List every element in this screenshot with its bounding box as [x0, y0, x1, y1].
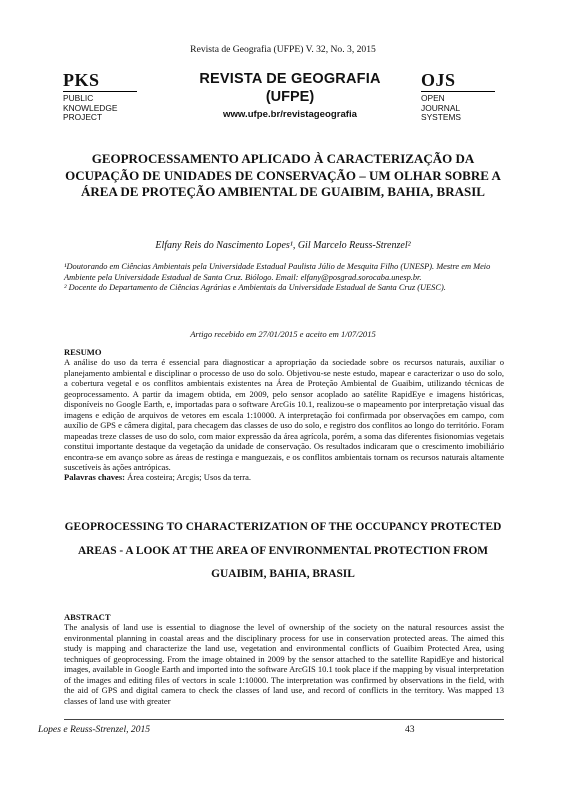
- pks-line-3: PROJECT: [63, 112, 103, 123]
- journal-title-line-1: REVISTA DE GEOGRAFIA: [199, 71, 381, 87]
- resumo-section: [64, 347, 504, 483]
- keywords: Área costeira; Arcgis; Usos da terra.: [125, 472, 252, 483]
- abstract-body: The analysis of land use is essential to diagnose the level of ownership of the society on the natural resources assist the environmental planning in coastal areas and the disciplinary process for use in conservation protected areas. The aimed this study is mapping and characterize the land use, vegetation and environmental conflicts of Guaibim Protected Area, using techniques of geoprocessing. From the image obtained in 2009 by the sensor attached to the satellite RapidEye and historical images, available in Google Earth and imported into the software ArcGIS 10.1 took place if the mapping by visual interpretation of the images and editing files of vectors in scale 1:10000. The interpretation was confirmed by observations in the field, with the aid of GPS and digital camera to check the classes of land use, and record of conflicts in the territory. Was mapped 13 classes of land use with greater: [64, 622, 504, 706]
- pks-line-1: PUBLIC: [63, 93, 94, 103]
- pks-rule: [63, 91, 137, 92]
- journal-url[interactable]: www.ufpe.br/revistageografia: [223, 109, 357, 120]
- authors: Elfany Reis do Nascimento Lopes¹, Gil Marcelo Reuss-Strenzel²: [155, 240, 411, 251]
- article-title-en: GEOPROCESSING TO CHARACTERIZATION OF THE OCCUPANCY PROTECTED AREAS - A LOOK AT THE AREA OF ENVIRONMENTAL PROTECTION FROM GUAIBIM, BAHIA, BRASIL: [64, 521, 502, 580]
- resumo-heading: RESUMO: [64, 347, 102, 357]
- ojs-line-2: JOURNAL: [421, 102, 461, 113]
- abstract-section: [64, 612, 504, 706]
- resumo-body: A análise do uso da terra é essencial para diagnosticar a apropriação da sociedade sobre os recursos naturais, auxiliar o planejamento ambiental e disciplinar o processo de uso do solo. Objetivou-se neste estudo, mapear e caracterizar o uso do solo, a cobertura vegetal e os conflitos ambientais existentes na Área de Proteção Ambiental de Guaibim, utilizando técnicas de geoprocessamento. A partir da imagem obtida, em 2009, pelo sensor acoplado ao satélite RapidEye e imagens históricas, disponíveis no Google Earth, e, importadas para o software ArcGis 10.1, realizou-se o mapeamento por interpretação visual das imagens e edição de arquivos de vetores em escala 1:10000. A interpretação foi confirmada por observações em campo, com auxílio de GPS e câmera digital, para checagem das classes de uso do solo, e registro dos conflitos ao longo do território. Foram mapeadas treze classes de uso do solo, com maior expressão da área agrícola, porém, a soma das diferentes fisionomias vegetais constitui importante destaque da vegetação da unidade de conservação. Os resultados indicaram que o crescimento imobiliário encontra-se em avanço sobre as áreas de restinga e manguezais, e os conflitos ambientais tornam os recursos naturais altamente suscetíveis às ações antrópicas.: [64, 357, 504, 472]
- keywords-label: Palavras chaves:: [64, 472, 126, 483]
- received-date: Artigo recebido em 27/01/2015 e aceito em 1/07/2015: [190, 329, 376, 339]
- affiliation-2: ² Docente do Departamento de Ciências Agrárias e Ambientais da Universidade Estadual de Santa Cruz (UESC).: [64, 283, 446, 293]
- journal-title-line-2: (UFPE): [265, 89, 315, 105]
- ojs-logo: [421, 70, 503, 123]
- ojs-rule: [421, 91, 495, 92]
- ojs-logo-text: OJS: [421, 70, 456, 90]
- ojs-line-1: OPEN: [421, 93, 445, 103]
- affiliation-1: ¹Doutorando em Ciências Ambientais pela Universidade Estadual Paulista Júlio de Mesquita Filho (UNESP). Mestre em Meio Ambiente pela Universidade Estadual de Santa Cruz. Biólogo. Email: elfany@posgrad.sorocaba.unesp.br.: [64, 262, 491, 282]
- journal-masthead: [63, 70, 503, 132]
- journal-title-block: [167, 70, 413, 122]
- running-head: Revista de Geografia (UFPE) V. 32, No. 3, 2015: [190, 44, 376, 55]
- footer-citation: Lopes e Reuss-Strenzel, 2015: [38, 724, 151, 735]
- pks-logo: [63, 70, 153, 123]
- page-number: 43: [405, 724, 415, 735]
- pks-line-2: KNOWLEDGE: [63, 102, 118, 113]
- ojs-line-3: SYSTEMS: [421, 112, 462, 123]
- pks-logo-text: PKS: [63, 70, 100, 90]
- affiliations: [64, 262, 504, 294]
- abstract-heading: ABSTRACT: [64, 612, 111, 622]
- article-title-pt: GEOPROCESSAMENTO APLICADO À CARACTERIZAÇÃO DA OCUPAÇÃO DE UNIDADES DE CONSERVAÇÃO – UM OLHAR SOBRE A ÁREA DE PROTEÇÃO AMBIENTAL DE GUAIBIM, BAHIA, BRASIL: [65, 151, 501, 199]
- footer-rule: [64, 719, 504, 720]
